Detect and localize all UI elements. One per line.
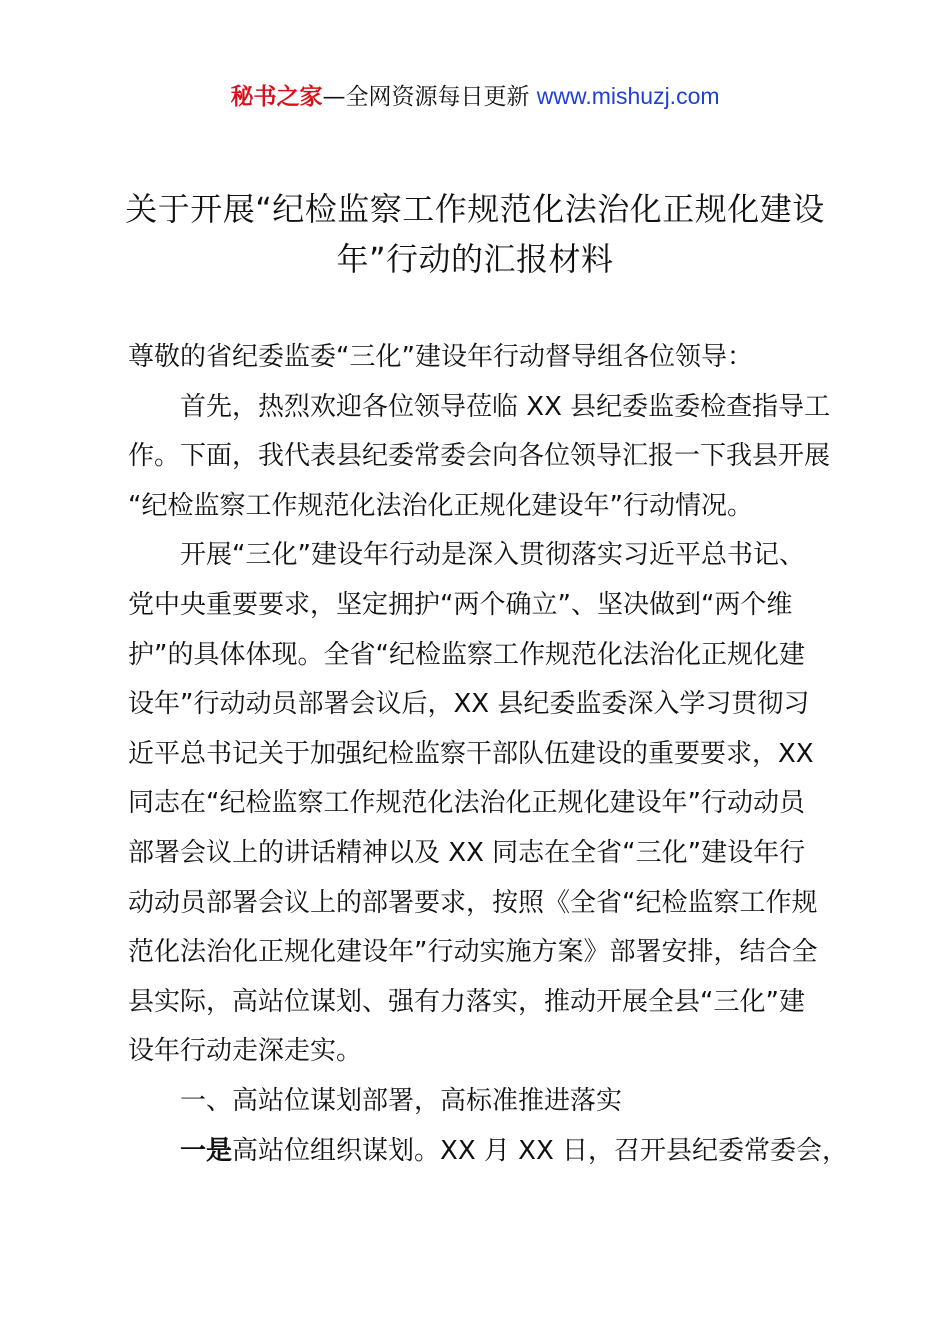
- paragraph-line: “纪检监察工作规范化法治化正规化建设年”行动情况。: [128, 490, 753, 521]
- point-lead: 一是: [180, 1135, 233, 1166]
- paragraph-line: 作。下面，我代表县纪委常委会向各位领导汇报一下我县开展: [128, 441, 831, 472]
- salutation: 尊敬的省纪委监委“三化”建设年行动督导组各位领导：: [128, 342, 753, 372]
- title-line-2: 年”行动的汇报材料: [336, 240, 614, 278]
- paragraph-line: 动动员部署会议上的部署要求，按照《全省“纪检监察工作规: [128, 887, 818, 918]
- site-brand: 秘书之家: [230, 84, 323, 110]
- site-tagline: —全网资源每日更新: [322, 84, 537, 110]
- paragraph-line: [128, 1127, 849, 1177]
- paragraph-line: 部署会议上的讲话精神以及 XX 同志在全省“三化”建设年行: [128, 837, 806, 868]
- paragraph-line: 开展“三化”建设年行动是深入贯彻落实习近平总书记、: [180, 540, 805, 571]
- document-title: [110, 184, 840, 284]
- paragraph-line: 设年”行动动员部署会议后，XX 县纪委监委深入学习贯彻习: [128, 689, 810, 720]
- paragraph-line: 设年行动走深走实。: [128, 1036, 363, 1067]
- paragraph-line: 县实际，高站位谋划、强有力落实，推动开展全县“三化”建: [128, 986, 805, 1017]
- paragraph-line: 范化法治化正规化建设年”行动实施方案》部署安排，结合全: [128, 937, 818, 968]
- site-header: [0, 80, 950, 113]
- document-body: [128, 333, 849, 1176]
- section-heading-1: 一、高站位谋划部署，高标准推进落实: [180, 1085, 623, 1116]
- title-line-1: 关于开展“纪检监察工作规范化法治化正规化建设: [125, 190, 825, 228]
- paragraph-line: 党中央重要要求，坚定拥护“两个确立”、坚决做到“两个维: [128, 589, 793, 620]
- paragraph-line: 护”的具体体现。全省“纪检监察工作规范化法治化正规化建: [128, 639, 805, 670]
- paragraph-line: 近平总书记关于加强纪检监察干部队伍建设的重要要求，XX: [128, 738, 814, 769]
- point-text: 高站位组织谋划。XX 月 XX 日，召开县纪委常委会，: [232, 1135, 849, 1166]
- site-url-link[interactable]: www.mishuzj.com: [536, 83, 720, 109]
- paragraph-line: 同志在“纪检监察工作规范化法治化正规化建设年”行动动员: [128, 788, 805, 819]
- paragraph-line: 首先，热烈欢迎各位领导莅临 XX 县纪委监委检查指导工: [180, 391, 831, 422]
